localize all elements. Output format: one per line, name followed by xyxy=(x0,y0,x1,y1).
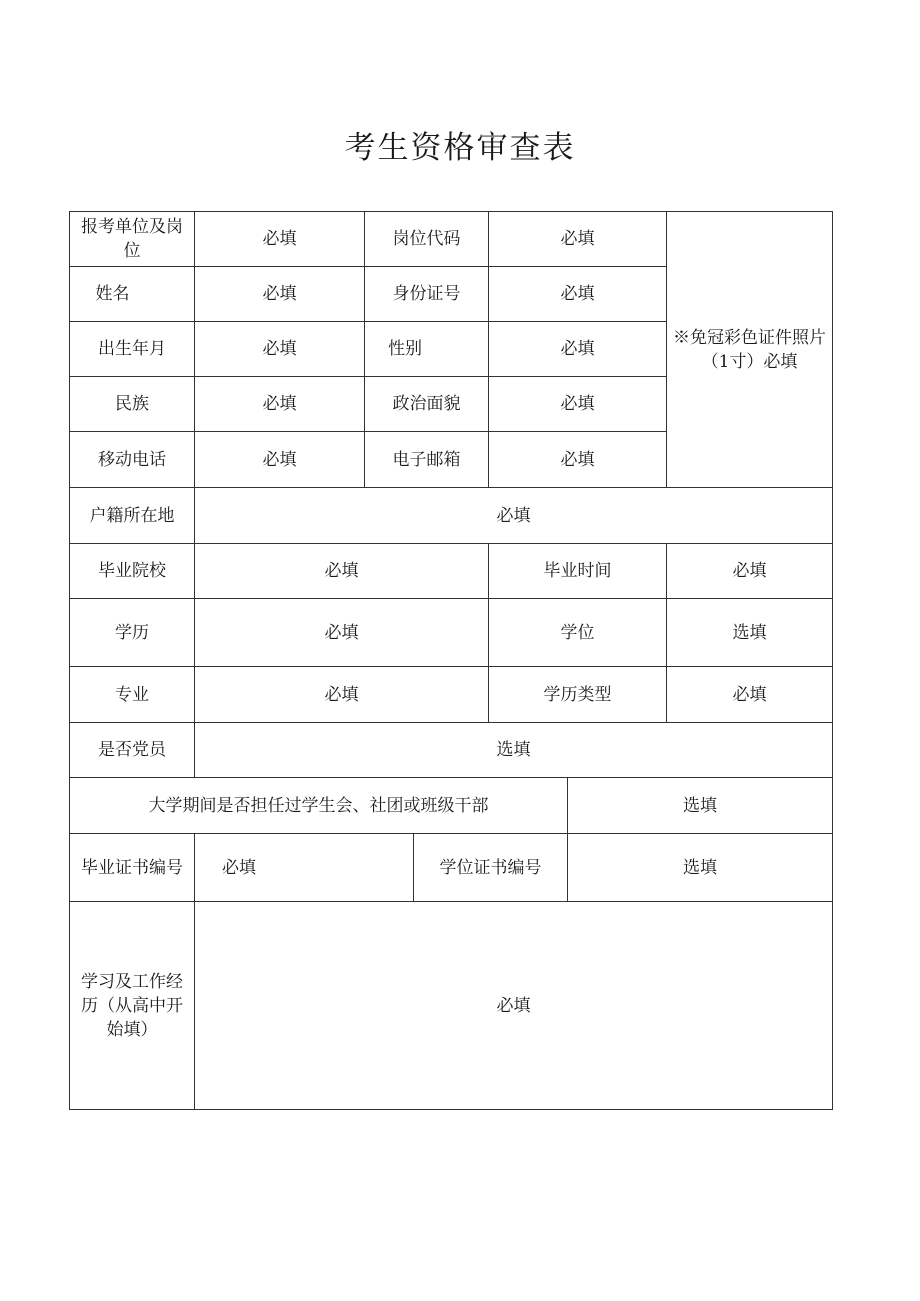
field-mobile-phone[interactable]: 必填 xyxy=(262,449,297,470)
label-birth-date: 出生年月 xyxy=(98,339,166,359)
field-gender[interactable]: 必填 xyxy=(560,339,595,359)
page-title: 考生资格审查表 xyxy=(344,130,576,166)
field-student-cadre[interactable]: 选填 xyxy=(683,795,717,816)
label-id-number: 身份证号 xyxy=(392,284,461,304)
field-study-work-history[interactable]: 必填 xyxy=(496,995,531,1016)
label-major: 专业 xyxy=(115,684,149,705)
label-degree-cert-number: 学位证书编号 xyxy=(439,857,542,878)
field-id-number[interactable]: 必填 xyxy=(560,284,595,304)
field-unit-position[interactable]: 必填 xyxy=(262,229,297,249)
label-mobile-phone: 移动电话 xyxy=(98,449,166,470)
field-household-registration[interactable]: 必填 xyxy=(496,505,531,526)
field-graduation-school[interactable]: 必填 xyxy=(324,561,359,581)
field-political-status[interactable]: 必填 xyxy=(560,394,595,414)
photo-placeholder[interactable]: ※免冠彩色证件照片（1寸）必填 xyxy=(673,327,826,372)
label-graduation-school: 毕业院校 xyxy=(98,561,166,581)
field-position-code[interactable]: 必填 xyxy=(560,229,595,249)
label-position-code: 岗位代码 xyxy=(392,229,461,249)
label-name: 姓名 xyxy=(95,284,130,304)
field-email[interactable]: 必填 xyxy=(560,449,595,470)
field-education-type[interactable]: 必填 xyxy=(732,684,767,705)
label-email: 电子邮箱 xyxy=(392,449,461,470)
label-degree: 学位 xyxy=(560,622,595,643)
field-ethnicity[interactable]: 必填 xyxy=(262,394,297,414)
field-degree-cert-number[interactable]: 选填 xyxy=(683,857,717,878)
field-graduation-date[interactable]: 必填 xyxy=(732,561,767,581)
label-graduation-date: 毕业时间 xyxy=(543,561,612,581)
label-education-type: 学历类型 xyxy=(543,684,612,705)
field-degree[interactable]: 选填 xyxy=(732,622,767,643)
label-household-registration: 户籍所在地 xyxy=(89,505,175,526)
field-education[interactable]: 必填 xyxy=(324,622,359,643)
label-unit-position: 报考单位及岗位 xyxy=(81,217,183,261)
label-ethnicity: 民族 xyxy=(115,394,149,414)
qualification-form-table xyxy=(69,211,833,1110)
label-student-cadre: 大学期间是否担任过学生会、社团或班级干部 xyxy=(148,795,489,816)
label-party-member: 是否党员 xyxy=(98,740,166,760)
label-political-status: 政治面貌 xyxy=(392,394,461,414)
field-party-member[interactable]: 选填 xyxy=(496,740,531,760)
field-diploma-number[interactable]: 必填 xyxy=(222,857,256,878)
label-diploma-number: 毕业证书编号 xyxy=(81,857,183,878)
field-birth-date[interactable]: 必填 xyxy=(262,339,297,359)
field-major[interactable]: 必填 xyxy=(324,684,359,705)
label-gender: 性别 xyxy=(388,339,422,359)
label-education: 学历 xyxy=(115,622,149,643)
label-study-work-history: 学习及工作经历（从高中开始填） xyxy=(81,971,183,1040)
field-name[interactable]: 必填 xyxy=(262,284,297,304)
